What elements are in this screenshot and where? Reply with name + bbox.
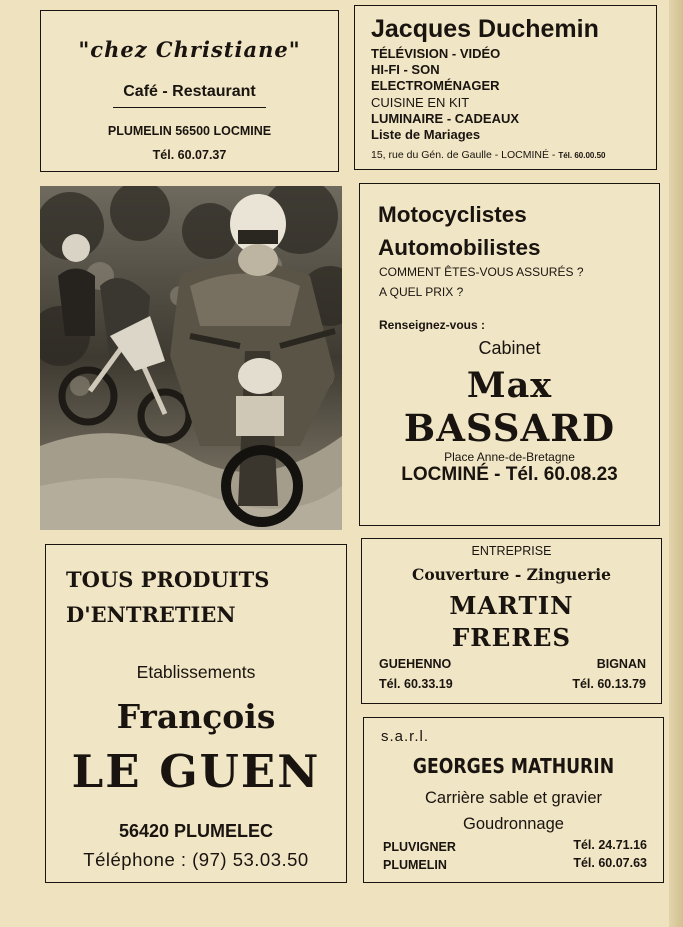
phone-plumelin: Tél. 60.07.63 [573, 856, 647, 870]
question-assures: COMMENT ÊTES-VOUS ASSURÉS ? [379, 265, 584, 279]
phone-bignan: Tél. 60.13.79 [572, 677, 646, 691]
renseignez-label: Renseignez-vous : [379, 318, 486, 332]
entreprise-label: ENTREPRISE [471, 544, 552, 558]
restaurant-name: "chez Christiane" [78, 37, 301, 62]
restaurant-city: PLUMELIN 56500 LOCMINE [107, 124, 272, 138]
company-name: GEORGES MATHURIN [412, 754, 615, 778]
owner-surname: LE GUEN [71, 745, 321, 798]
company-form: s.a.r.l. [381, 728, 430, 745]
agent-phone: LOCMINÉ - Tél. 60.08.23 [401, 464, 618, 485]
product-line: HI-FI - SON [371, 62, 440, 78]
ad-georges-mathurin [363, 717, 664, 883]
company-name-martin: MARTIN [449, 591, 574, 620]
restaurant-phone: Tél. 60.07.37 [152, 148, 227, 162]
shop-phone: Téléphone : (97) 53.03.50 [83, 849, 309, 870]
motocross-riders-image [40, 186, 342, 530]
phone-guehenno: Tél. 60.33.19 [379, 677, 453, 691]
phone-pluvigner: Tél. 24.71.16 [573, 838, 647, 852]
shop-address [371, 149, 656, 161]
headline-motocyclistes: Motocyclistes [378, 202, 527, 227]
motocross-photo [40, 186, 342, 530]
headline-automobilistes: Automobilistes [378, 235, 541, 260]
product-line: LUMINAIRE - CADEAUX [371, 110, 520, 126]
address-text: 15, rue du Gén. de Gaulle - LOCMINÉ - [371, 149, 559, 162]
shop-city: 56420 PLUMELEC [118, 821, 274, 841]
ad-martin-freres [361, 538, 662, 704]
restaurant-type: Café - Restaurant [123, 83, 256, 100]
agent-surname: BASSARD [403, 406, 616, 450]
owner-firstname: François [116, 697, 276, 736]
town-guehenno: GUEHENNO [379, 657, 452, 671]
headline-produits: TOUS PRODUITS [66, 567, 270, 592]
company-name-freres: FRERES [451, 623, 572, 652]
cabinet-label: Cabinet [478, 338, 541, 358]
product-line: ELECTROMÉNAGER [371, 78, 500, 94]
town-pluvigner: PLUVIGNER [383, 840, 456, 854]
ad-jacques-duchemin [354, 5, 657, 170]
town-bignan: BIGNAN [596, 657, 646, 671]
product-line: TÉLÉVISION - VIDÉO [371, 46, 501, 61]
etablissements-label: Etablissements [136, 662, 256, 682]
service-carriere: Carrière sable et gravier [425, 789, 602, 807]
ad-max-bassard [359, 183, 660, 526]
town-plumelin: PLUMELIN [383, 858, 447, 872]
page-edge [669, 0, 683, 927]
product-line: CUISINE EN KIT [371, 94, 470, 110]
agent-address: Place Anne-de-Bretagne [444, 450, 575, 464]
agent-firstname: Max [466, 365, 553, 406]
product-line: Liste de Mariages [371, 127, 481, 143]
ad-francois-le-guen [45, 544, 347, 883]
question-prix: A QUEL PRIX ? [379, 285, 464, 299]
service-goudronnage: Goudronnage [463, 815, 564, 833]
trade-label: Couverture - Zinguerie [411, 565, 612, 584]
shop-phone: Tél. 60.00.50 [558, 151, 606, 161]
divider [113, 107, 266, 108]
shop-name: Jacques Duchemin [371, 15, 599, 43]
headline-entretien: D'ENTRETIEN [66, 602, 236, 627]
ad-chez-christiane [40, 10, 339, 172]
